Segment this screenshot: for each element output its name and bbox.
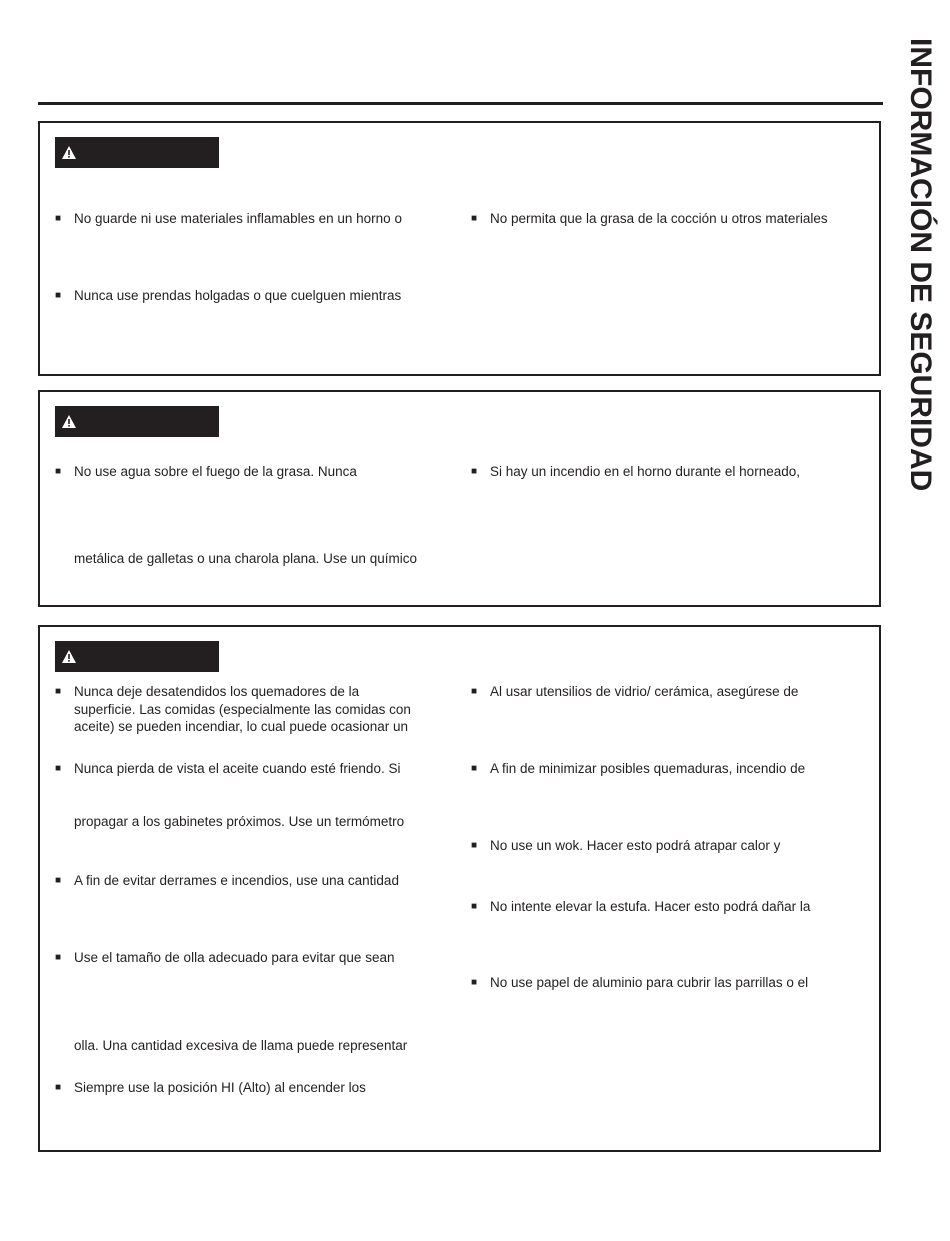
side-title: INFORMACIÓN DE SEGURIDAD xyxy=(904,38,937,492)
warning-label-bar xyxy=(55,137,219,168)
bullet-icon: ■ xyxy=(55,1082,62,1093)
warning-label-bar xyxy=(55,406,219,437)
top-rule xyxy=(38,102,883,105)
list-item: ■ Siempre use la posición HI (Alto) al encender los xyxy=(55,1080,366,1095)
list-item: ■ A fin de evitar derrames e incendios, use una cantidad xyxy=(55,873,399,888)
bullet-icon: ■ xyxy=(471,466,478,477)
list-item: ■ No use un wok. Hacer esto podrá atrapar calor y xyxy=(471,838,781,853)
list-item: ■ Si hay un incendio en el horno durante el horneado, xyxy=(471,464,800,479)
bullet-icon: ■ xyxy=(55,290,62,301)
warning-box-3 xyxy=(38,625,881,1152)
warning-triangle-icon xyxy=(62,146,76,159)
list-item: ■ No permita que la grasa de la cocción u otros materiales xyxy=(471,211,828,226)
bullet-icon: ■ xyxy=(471,686,478,697)
bullet-icon: ■ xyxy=(471,901,478,912)
list-item: ■ No guarde ni use materiales inflamables en un horno o xyxy=(55,211,402,226)
list-item-continuation: olla. Una cantidad excesiva de llama puede representar xyxy=(74,1038,408,1053)
bullet-icon: ■ xyxy=(471,763,478,774)
list-item: ■ No use papel de aluminio para cubrir las parrillas o el xyxy=(471,975,809,990)
bullet-icon: ■ xyxy=(471,977,478,988)
bullet-icon: ■ xyxy=(55,686,62,697)
warning-box-2 xyxy=(38,390,881,607)
list-item xyxy=(55,683,445,736)
warning-box-1 xyxy=(38,121,881,376)
bullet-icon: ■ xyxy=(471,213,478,224)
warning-label-bar xyxy=(55,641,219,672)
bullet-icon: ■ xyxy=(55,213,62,224)
warning-triangle-icon xyxy=(62,650,76,663)
list-item-line: aceite) se pueden incendiar, lo cual puede ocasionar un xyxy=(74,719,408,734)
list-item: ■ A fin de minimizar posibles quemaduras, incendio de xyxy=(471,761,806,776)
list-item-line: superficie. Las comidas (especialmente las comidas con xyxy=(74,701,411,717)
list-item: ■ No intente elevar la estufa. Hacer esto podrá dañar la xyxy=(471,899,811,914)
list-item-continuation: propagar a los gabinetes próximos. Use un termómetro xyxy=(74,814,405,829)
list-item: ■ Al usar utensilios de vidrio/ cerámica, asegúrese de xyxy=(471,684,799,699)
warning-triangle-icon xyxy=(62,415,76,428)
list-item-line: Nunca deje desatendidos los quemadores de la xyxy=(74,684,360,699)
bullet-icon: ■ xyxy=(55,952,62,963)
bullet-icon: ■ xyxy=(471,840,478,851)
list-item: ■ No use agua sobre el fuego de la grasa. Nunca xyxy=(55,464,357,479)
bullet-icon: ■ xyxy=(55,466,62,477)
list-item: ■ Nunca pierda de vista el aceite cuando esté friendo. Si xyxy=(55,761,401,776)
bullet-icon: ■ xyxy=(55,875,62,886)
list-item: ■ Use el tamaño de olla adecuado para evitar que sean xyxy=(55,950,395,965)
list-item: ■ Nunca use prendas holgadas o que cuelguen mientras xyxy=(55,288,402,303)
list-item-continuation: metálica de galletas o una charola plana. Use un químico xyxy=(74,551,417,566)
bullet-icon: ■ xyxy=(55,763,62,774)
